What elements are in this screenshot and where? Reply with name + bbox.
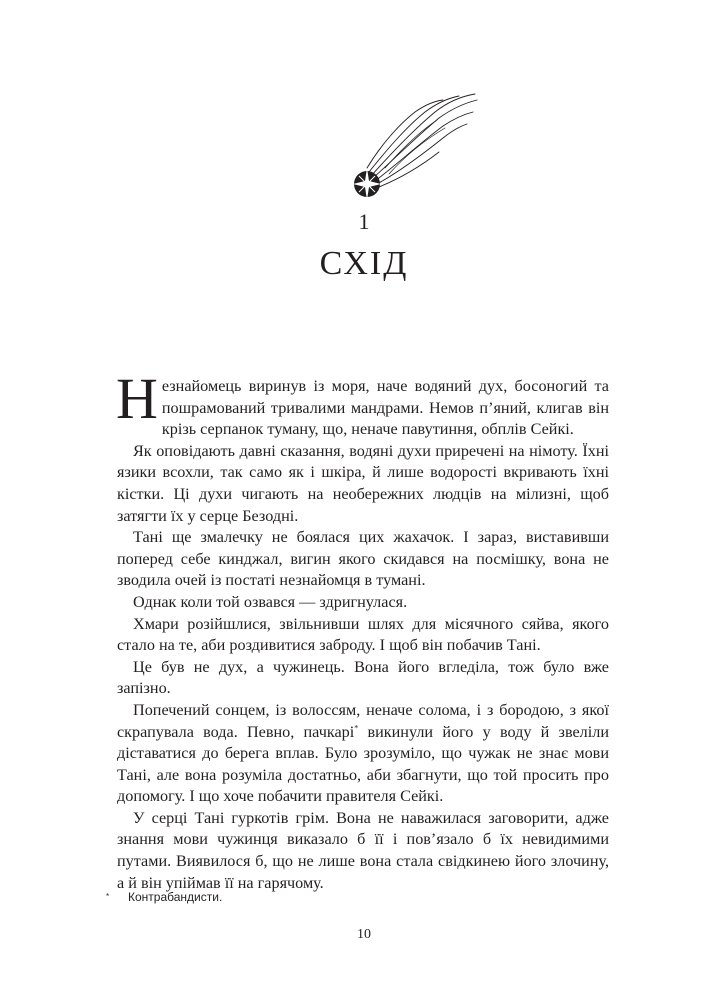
paragraph-3: Тані ще змалечку не боялася цих жахачок. І зараз, виставивши поперед себе кинджал, вигин якого скидався на посмішку, вона не зводила очей із постаті незнайомця в тумані.: [117, 528, 609, 590]
paragraph-7: [117, 700, 609, 808]
footnote-reference: *: [354, 723, 359, 733]
paragraph-7-end: викинули його у воду й звеліли діставатися до берега вплав. Було зрозуміло, що чужак не знає мови Тані, але вона розуміла достатньо, аби збагнути, що той просить про допомогу. І що хоче побачити правителя Сейкі.: [117, 722, 609, 806]
paragraph-1-text: езнайомець виринув із моря, наче водяний дух, босоногий та пошрамований тривалими мандрами. Немов п’яний, клигав він крізь серпанок туману, що, неначе павутиння, обплів Сейкі.: [161, 377, 609, 439]
chapter-body: [116, 366, 609, 894]
comet-star-icon: [345, 88, 485, 210]
paragraph-2: Як оповідають давні сказання, водяні духи приречені на німоту. Їхні язики всохли, так само як і шкіра, й лише водорості вкривають їхні кістки. Ці духи чигають на необережних людців на мілизні, щоб затягти їх у серце Безодні.: [117, 441, 609, 525]
chapter-title: СХІД: [319, 245, 409, 282]
paragraph-6: Це був не дух, а чужинець. Вона його вгледіла, тож було вже запізно.: [117, 657, 609, 698]
drop-cap: Н: [116, 366, 158, 431]
paragraph-7-start: Попечений сонцем, із волоссям, неначе солома, і з бородою, з якої скрапувала вода. Певно, пачкарі: [117, 700, 609, 741]
footnote-marker: *: [106, 892, 110, 901]
footnote-text: Контрабандисти.: [128, 890, 223, 904]
footnote: [106, 889, 606, 905]
paragraph-8: У серці Тані гуркотів грім. Вона не наважилася заговорити, адже знання мови чужинця виказало б її і пов’язало б їх невидимими путами. Виявилося б, що не лише вона стала свідкинею його злочину, а й він упіймав її на гарячому.: [117, 808, 609, 892]
chapter-number: 1: [358, 209, 370, 234]
paragraph-4: Однак коли той озвався — здригнулася.: [133, 592, 408, 611]
page-number: 10: [357, 927, 371, 942]
paragraph-1: [116, 366, 609, 441]
paragraph-5: Хмари розійшлися, звільнивши шлях для місячного сяйва, якого стало на те, аби роздивитися заброду. І щоб він побачив Тані.: [117, 614, 609, 655]
